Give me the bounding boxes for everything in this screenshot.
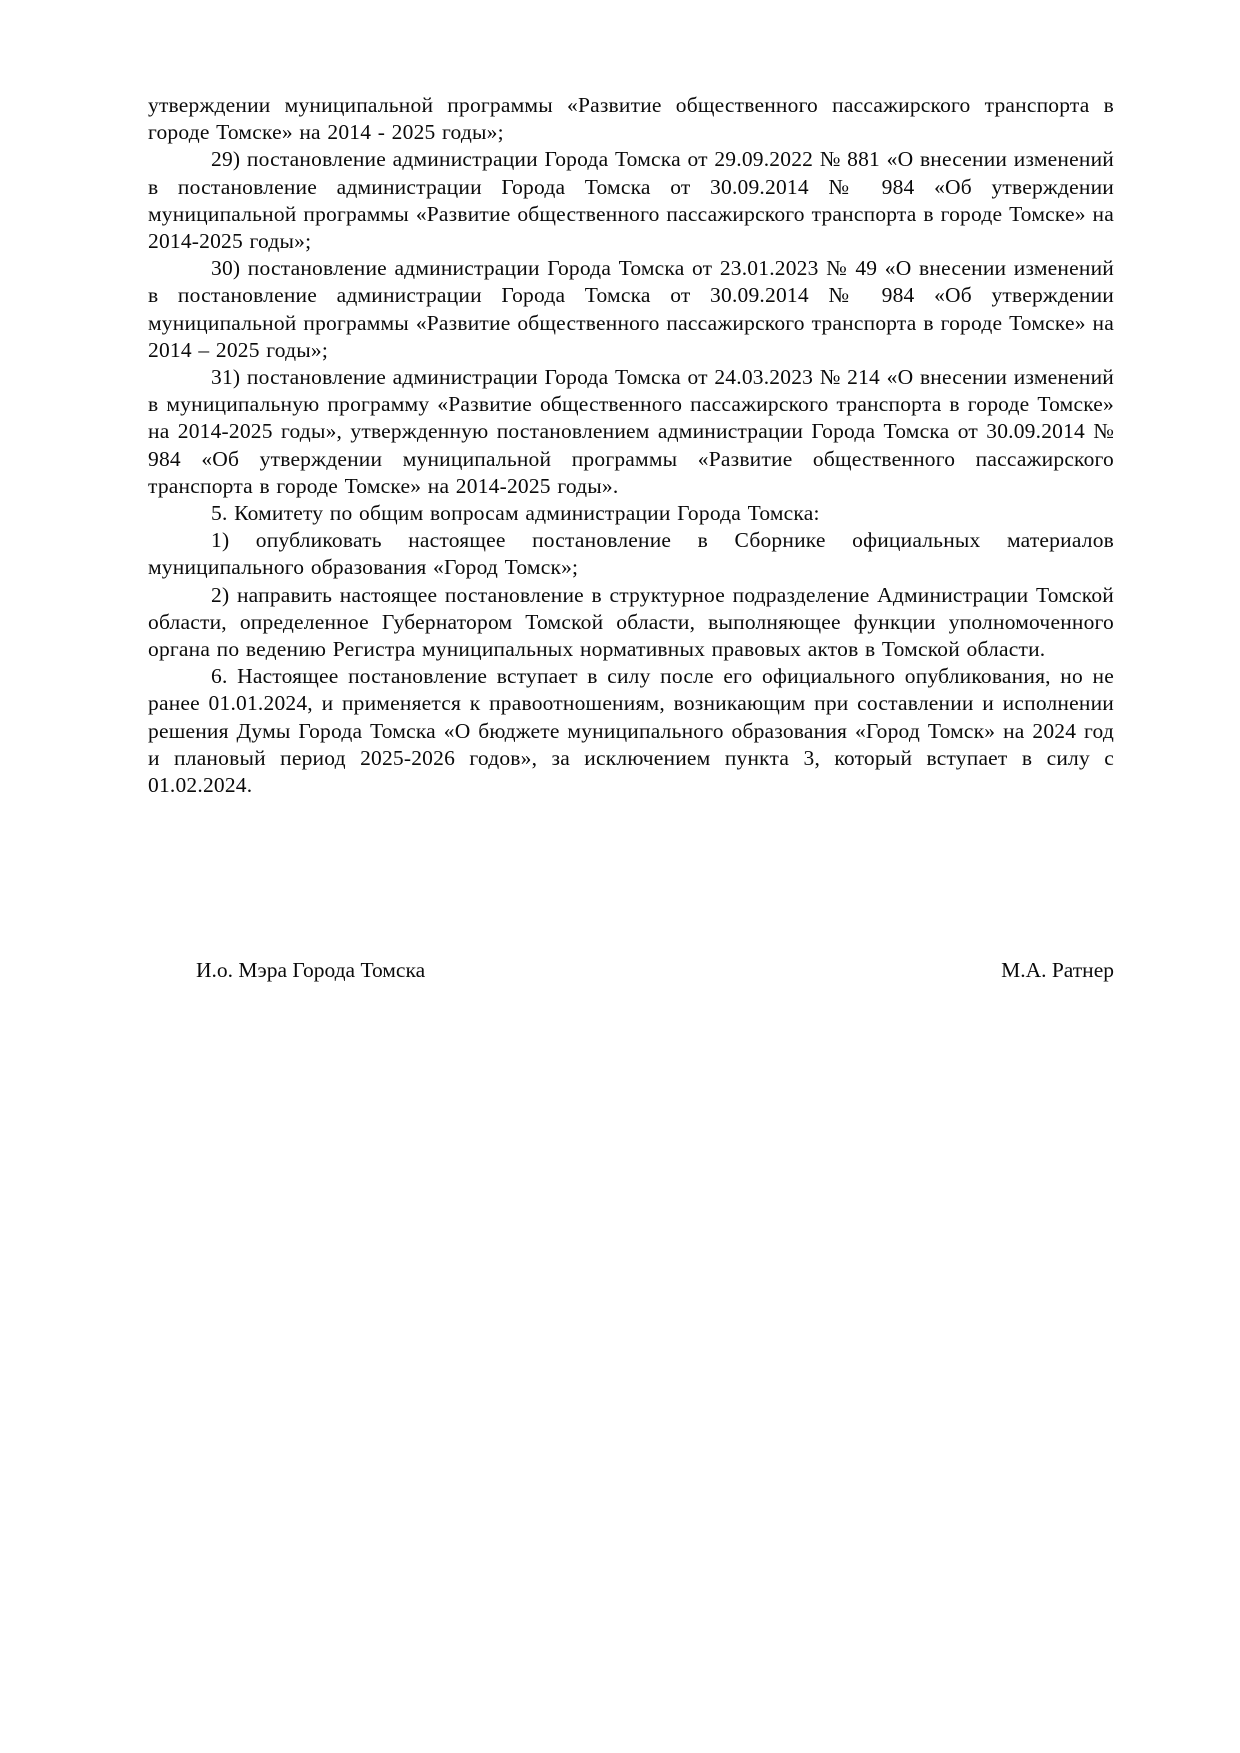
paragraph-point-5: 5. Комитету по общим вопросам администрации Города Томска: — [211, 501, 820, 526]
paragraph-point-6: 6. Настоящее постановление вступает в силу после его официального опубликования, но не ранее 01.01.2024, и применяется к правоотношениям, возникающим при составлении и исполнении решения Думы Города Томска «О бюджете муниципального образования «Город Томск» на 2024 год и плановый период 2025-2026 годов», за исключением пункта 3, который вступает в силу с 01.02.2024. — [148, 664, 1114, 798]
paragraph-item-31: 31) постановление администрации Города Томска от 24.03.2023 № 214 «О внесении изменений в муниципальную программу «Развитие общественного пассажирского транспорта в городе Томске» на 2014-2025 годы», утвержденную постановлением администрации Города Томска от 30.09.2014 № 984 «Об утверждении муниципальной программы «Развитие общественного пассажирского транспорта в городе Томске» на 2014-2025 годы». — [148, 365, 1114, 498]
signature-name: М.А. Ратнер — [1001, 958, 1114, 983]
paragraph-continuation: утверждении муниципальной программы «Развитие общественного пассажирского транспорта в городе Томске» на 2014 - 2025 годы»; — [148, 93, 1114, 145]
signature-block — [148, 957, 1114, 984]
paragraph-subitem-1: 1) опубликовать настоящее постановление в Сборнике официальных материалов муниципального образования «Город Томск»; — [148, 528, 1114, 580]
paragraph-subitem-2: 2) направить настоящее постановление в структурное подразделение Администрации Томской области, определенное Губернатором Томской области, выполняющее функции уполномоченного органа по ведению Регистра муниципальных нормативных правовых актов в Томской области. — [148, 582, 1114, 662]
paragraph-item-30: 30) постановление администрации Города Томска от 23.01.2023 № 49 «О внесении изменений в постановление администрации Города Томска от 30.09.2014 № 984 «Об утверждении муниципальной программы «Развитие общественного пассажирского транспорта в городе Томске» на 2014 – 2025 годы»; — [148, 256, 1114, 362]
signature-title: И.о. Мэра Города Томска — [196, 958, 426, 983]
document-body — [148, 92, 1114, 799]
paragraph-item-29: 29) постановление администрации Города Томска от 29.09.2022 № 881 «О внесении изменений в постановление администрации Города Томска от 30.09.2014 № 984 «Об утверждении муниципальной программы «Развитие общественного пассажирского транспорта в городе Томске» на 2014-2025 годы»; — [148, 147, 1114, 254]
